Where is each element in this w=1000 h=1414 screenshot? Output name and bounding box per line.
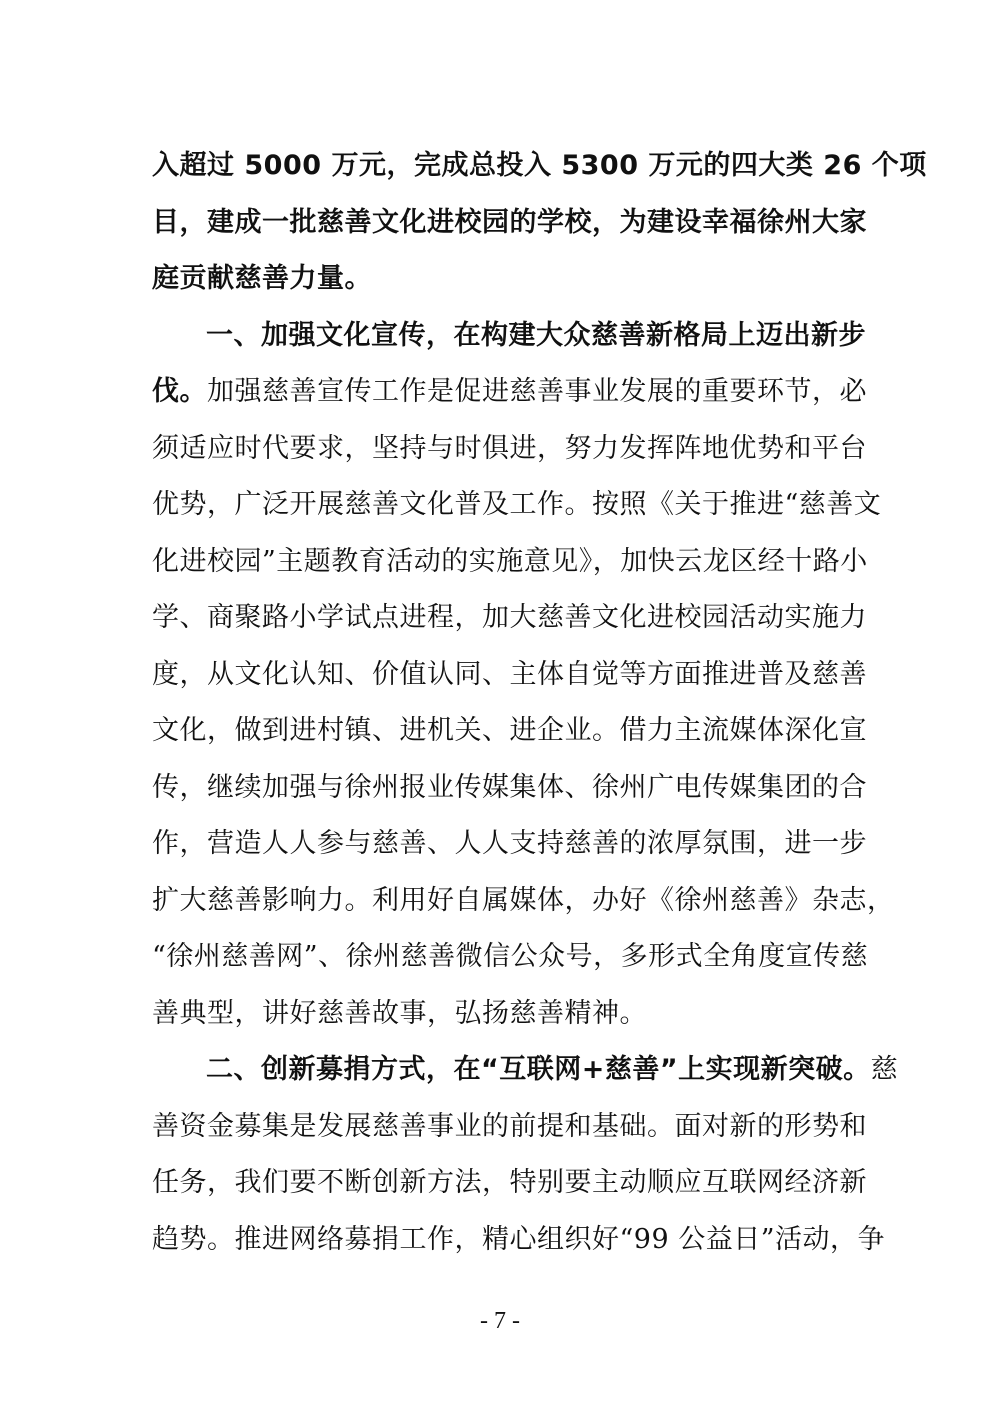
text-run: 慈	[870, 1054, 899, 1085]
text-line: “徐州慈善网”、徐州慈善微信公众号，多形式全角度宣传慈	[152, 941, 869, 972]
text-line: 善资金募集是发展慈善事业的前提和基础。面对新的形势和	[152, 1110, 867, 1142]
body-text	[152, 138, 927, 1268]
text-line: 传，继续加强与徐州报业传媒集体、徐州广电传媒集团的合	[152, 771, 867, 803]
text-line: 学、商聚路小学试点进程，加大慈善文化进校园活动实施力	[152, 602, 867, 633]
section-heading-1: 一、加强文化宣传，在构建大众慈善新格局上迈出新步	[206, 319, 866, 351]
text-line	[152, 364, 867, 421]
text-line: 入超过 5000 万元，完成总投入 5300 万元的四大类 26 个项	[152, 150, 927, 181]
text-line: 文化，做到进村镇、进机关、进企业。借力主流媒体深化宣	[152, 715, 867, 746]
text-line: 善典型，讲好慈善故事，弘扬慈善精神。	[152, 997, 647, 1029]
text-run: 加强慈善宣传工作是促进慈善事业发展的重要环节，必	[207, 376, 867, 407]
text-line: 任务，我们要不断创新方法，特别要主动顺应互联网经济新	[152, 1167, 867, 1198]
text-line: 目，建成一批慈善文化进校园的学校，为建设幸福徐州大家	[152, 206, 867, 238]
text-line: 扩大慈善影响力。利用好自属媒体，办好《徐州慈善》杂志，	[152, 884, 895, 916]
text-line: 趋势。推进网络募捐工作，精心组织好“99 公益日”活动，争	[152, 1223, 886, 1255]
text-line: 化进校园”主题教育活动的实施意见》，加快云龙区经十路小	[152, 545, 868, 577]
section-heading-2-text: 二、创新募捐方式，在“互联网+慈善”上实现新突破。	[206, 1054, 871, 1085]
text-line: 作，营造人人参与慈善、人人支持慈善的浓厚氛围，进一步	[152, 828, 867, 859]
text-line: 优势，广泛开展慈善文化普及工作。按照《关于推进“慈善文	[152, 489, 882, 520]
text-line: 须适应时代要求，坚持与时俱进，努力发挥阵地优势和平台	[152, 432, 867, 464]
text-line: 度，从文化认知、价值认同、主体自觉等方面推进普及慈善	[152, 658, 867, 690]
page-number: - 7 -	[480, 1308, 520, 1334]
section-heading-1-end: 伐。	[152, 376, 207, 407]
text-line: 庭贡献慈善力量。	[152, 263, 372, 294]
section-heading-2	[152, 1042, 899, 1099]
